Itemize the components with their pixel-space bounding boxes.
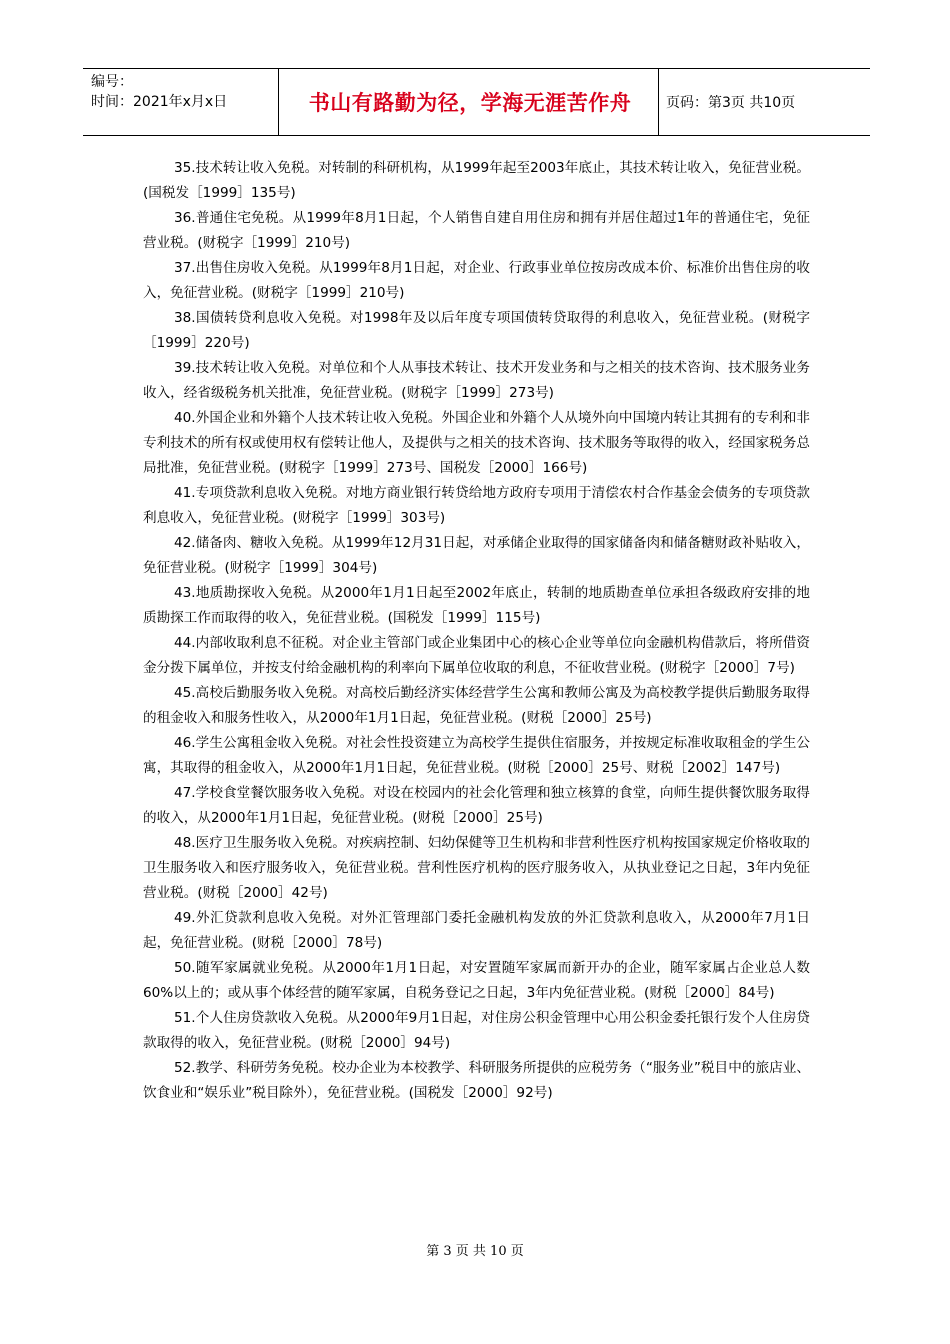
header-meta: [91, 72, 276, 112]
header-divider-right: [658, 68, 659, 136]
paragraph: 43.地质勘探收入免税。从2000年1月1日起至2002年底止，转制的地质勘查单位承担各级政府安排的地质勘探工作而取得的收入，免征营业税。(国税发［1999］115号): [143, 585, 810, 626]
paragraph: 35.技术转让收入免税。对转制的科研机构，从1999年起至2003年底止，其技术转让收入，免征营业税。(国税发［1999］135号): [143, 160, 810, 201]
time-text: 时间：2021年x月x日: [91, 94, 228, 110]
document-body: [143, 156, 810, 1106]
paragraph: 36.普通住宅免税。从1999年8月1日起，个人销售自建自用住房和拥有并居住超过1年的普通住宅，免征营业税。(财税字［1999］210号): [143, 210, 810, 251]
header-divider-left: [278, 68, 279, 136]
paragraph: 45.高校后勤服务收入免税。对高校后勤经济实体经营学生公寓和教师公寓及为高校教学提供后勤服务取得的租金收入和服务性收入，从2000年1月1日起，免征营业税。(财税［2000］25号): [143, 685, 810, 726]
header-page-number: 页码：第3页 共10页: [666, 95, 796, 111]
paragraph: 46.学生公寓租金收入免税。对社会性投资建立为高校学生提供住宿服务，并按规定标准收取租金的学生公寓，其取得的租金收入，从2000年1月1日起，免征营业税。(财税［2000］25号、财税［2002］147号): [143, 735, 810, 776]
paragraph: 52.教学、科研劳务免税。校办企业为本校教学、科研服务所提供的应税劳务（“服务业”税目中的旅店业、饮食业和“娱乐业”税目除外），免征营业税。(国税发［2000］92号): [143, 1060, 810, 1101]
paragraph: 44.内部收取利息不征税。对企业主管部门或企业集团中心的核心企业等单位向金融机构借款后，将所借资金分拨下属单位，并按支付给金融机构的利率向下属单位收取的利息，不征收营业税。(财税字［2000］7号): [143, 635, 810, 676]
paragraph: 47.学校食堂餐饮服务收入免税。对设在校园内的社会化管理和独立核算的食堂，向师生提供餐饮服务取得的收入，从2000年1月1日起，免征营业税。(财税［2000］25号): [143, 785, 810, 826]
page-footer: 第 3 页 共 10 页: [426, 1244, 524, 1259]
paragraph: 48.医疗卫生服务收入免税。对疾病控制、妇幼保健等卫生机构和非营利性医疗机构按国家规定价格收取的卫生服务收入和医疗服务收入，免征营业税。营利性医疗机构的医疗服务收入，从执业登记之日起，3年内免征营业税。(财税［2000］42号): [143, 835, 810, 901]
paragraph: 38.国债转贷利息收入免税。对1998年及以后年度专项国债转贷取得的利息收入，免征营业税。(财税字［1999］220号): [143, 310, 810, 351]
paragraph: 51.个人住房贷款收入免税。从2000年9月1日起，对住房公积金管理中心用公积金委托银行发个人住房贷款取得的收入，免征营业税。(财税［2000］94号): [143, 1010, 810, 1051]
motto: 书山有路勤为径，学海无涯苦作舟: [308, 91, 632, 115]
paragraph: 39.技术转让收入免税。对单位和个人从事技术转让、技术开发业务和与之相关的技术咨询、技术服务业务收入，经省级税务机关批准，免征营业税。(财税字［1999］273号): [143, 360, 810, 401]
paragraph: 40.外国企业和外籍个人技术转让收入免税。外国企业和外籍个人从境外向中国境内转让其拥有的专利和非专利技术的所有权或使用权有偿转让他人，及提供与之相关的技术咨询、技术服务等取得的收入，经国家税务总局批准，免征营业税。(财税字［1999］273号、国税发［2000］166号): [143, 410, 810, 476]
paragraph: 41.专项贷款利息收入免税。对地方商业银行转贷给地方政府专项用于清偿农村合作基金会债务的专项贷款利息收入，免征营业税。(财税字［1999］303号): [143, 485, 810, 526]
paragraph: 42.储备肉、糖收入免税。从1999年12月31日起，对承储企业取得的国家储备肉和储备糖财政补贴收入，免征营业税。(财税字［1999］304号): [143, 535, 810, 576]
paragraph: 37.出售住房收入免税。从1999年8月1日起，对企业、行政事业单位按房改成本价、标准价出售住房的收入，免征营业税。(财税字［1999］210号): [143, 260, 810, 301]
number-label: 编号：: [91, 74, 133, 90]
paragraph: 49.外汇贷款利息收入免税。对外汇管理部门委托金融机构发放的外汇贷款利息收入，从2000年7月1日起，免征营业税。(财税［2000］78号): [143, 910, 810, 951]
paragraph: 50.随军家属就业免税。从2000年1月1日起，对安置随军家属而新开办的企业，随军家属占企业总人数60%以上的；或从事个体经营的随军家属，自税务登记之日起，3年内免征营业税。(财税［2000］84号): [143, 960, 810, 1001]
page-header: [83, 68, 870, 136]
